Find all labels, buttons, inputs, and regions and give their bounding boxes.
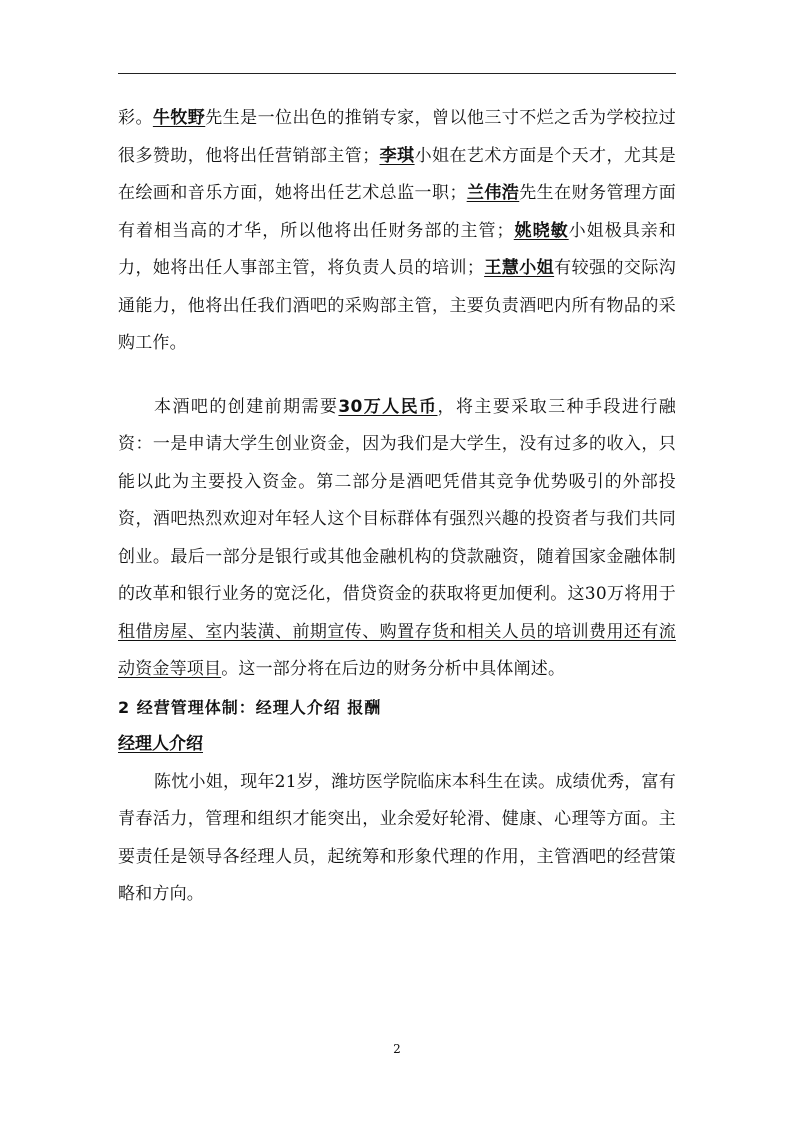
text-run: 彩。 [118,108,153,128]
paragraph-manager: 陈忱小姐，现年21岁，潍坊医学院临床本科生在读。成绩优秀，富有青春活力，管理和组织才能突出，业余爱好轮滑、健康、心理等方面。主要责任是领导各经理人员，起统筹和形象代理的作用，主管酒吧的经营策略和方向。 [118,771,676,904]
page-number: 2 [393,1042,401,1056]
text-run: 。这一部分将在后边的财务分析中具体阐述。 [221,659,566,679]
text-run: 有较强的交际沟通能力，他将出任我们酒吧的采购部主管，主要负责酒吧内所有物品的采购工作。 [118,258,676,353]
funding-uses: 租借房屋、室内装潢、前期宣传、购置存货和相关人员的培训费用还有流动资金等项目 [118,621,676,679]
body-text [118,100,676,914]
text-run: 先生是一位出色的推销专家，曾以他三寸不烂之舌为学校拉过很多赞助，他将出任营销部主管； [118,108,676,166]
paragraph-gap [118,363,676,389]
paragraph-roles [118,100,676,363]
person-name: 牛牧野 [152,108,206,128]
funding-amount: 30万人民币 [338,396,438,417]
paragraph-financing [118,389,676,689]
text-run: 本酒吧的创建前期需要 [154,396,339,417]
text-run: ，将主要采取三种手段进行融资：一是申请大学生创业资金，因为我们是大学生，没有过多的收入，只能以此为主要投入资金。第二部分是酒吧凭借其竞争优势吸引的外部投资，酒吧热烈欢迎对年轻人这个目标群体有强烈兴趣的投资者与我们共同创业。最后一部分是银行或其他金融机构的贷款融资，随着国家金融体制的改革和银行业务的宽泛化，借贷资金的获取将更加便利。这30万将用于 [118,396,677,604]
text-run: 小姐极具亲和力，她将出任人事部主管，将负责人员的培训； [118,220,676,278]
person-name: 姚晓敏 [513,220,569,241]
person-name: 李琪 [379,145,415,166]
section-heading: 2 经营管理体制：经理人介绍 报酬 [118,697,382,717]
subheading: 经理人介绍 [118,734,203,754]
header-rule [118,73,676,74]
person-name: 兰伟浩 [466,183,520,203]
person-name: 王慧小姐 [484,258,555,278]
text-run: 先生在财务管理方面有着相当高的才华，所以他将出任财务部的主管； [118,183,676,241]
text-run: 小姐在艺术方面是个天才，尤其是在绘画和音乐方面，她将出任艺术总监一职； [118,145,677,203]
